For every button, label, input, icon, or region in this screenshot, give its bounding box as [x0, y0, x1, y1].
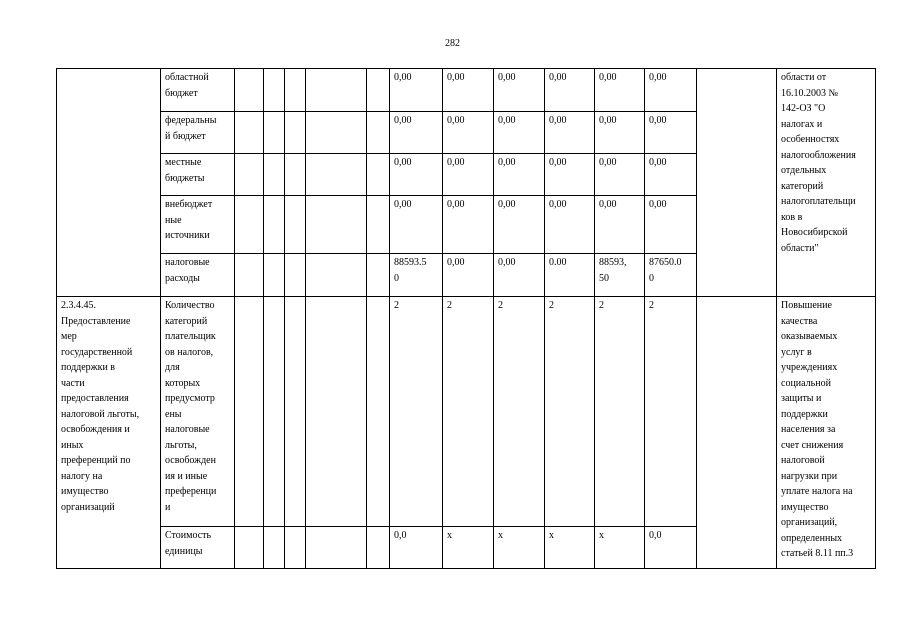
value-cell: 2	[595, 297, 645, 527]
value-cell: 2	[494, 297, 545, 527]
value-cell: х	[443, 527, 494, 569]
value-cell: 0,00	[494, 154, 545, 196]
value-cell: 0,00	[494, 69, 545, 112]
value-cell: 2	[645, 297, 697, 527]
value-cell: 0,00	[645, 112, 697, 154]
value-cell: 0,00	[545, 196, 595, 254]
value-cell: 0,0	[390, 527, 443, 569]
value-cell: 0,00	[390, 154, 443, 196]
indicator-cell: областной бюджет	[161, 69, 235, 112]
value-cell: х	[545, 527, 595, 569]
indicator-cell: Количество категорий плательщик ов налогов, для которых предусмотр ены налоговые льготы, освобожден ия и иные преференци и	[161, 297, 235, 527]
indicator-cell: внебюджет ные источники	[161, 196, 235, 254]
value-cell: 0,00	[545, 112, 595, 154]
value-cell: 0,00	[390, 112, 443, 154]
indicator-cell: местные бюджеты	[161, 154, 235, 196]
budget-table	[56, 68, 876, 569]
table-row	[57, 69, 876, 112]
value-cell: 0,00	[443, 154, 494, 196]
value-cell: х	[595, 527, 645, 569]
value-cell: 0,00	[645, 154, 697, 196]
value-cell: 0,00	[443, 196, 494, 254]
value-cell: 2	[443, 297, 494, 527]
table-row	[57, 297, 876, 527]
value-cell: 88593, 50	[595, 254, 645, 297]
indicator-cell: федеральны й бюджет	[161, 112, 235, 154]
value-cell: 0,0	[645, 527, 697, 569]
page-number: 282	[445, 38, 460, 49]
value-cell: 0,00	[494, 254, 545, 297]
value-cell: х	[494, 527, 545, 569]
result-cell: области от 16.10.2003 № 142-ОЗ "О налогах и особенностях налогообложения отдельных категорий налогоплательщи ков в Новосибирской области"	[777, 69, 876, 297]
value-cell: 0,00	[390, 196, 443, 254]
value-cell: 0,00	[595, 196, 645, 254]
value-cell: 0,00	[494, 112, 545, 154]
value-cell: 0,00	[443, 69, 494, 112]
value-cell: 2	[390, 297, 443, 527]
result-cell: Повышение качества оказываемых услуг в учреждениях социальной защиты и поддержки населения за счет снижения налоговой нагрузки при уплате налога на имущество организаций, определенных статьей 8.11 пп.3	[777, 297, 876, 569]
value-cell: 0,00	[595, 112, 645, 154]
empty-cell	[697, 297, 777, 569]
indicator-cell: Стоимость единицы	[161, 527, 235, 569]
value-cell: 0,00	[545, 154, 595, 196]
value-cell: 0,00	[595, 154, 645, 196]
empty-cell	[697, 69, 777, 297]
value-cell: 0,00	[545, 69, 595, 112]
value-cell: 0,00	[443, 112, 494, 154]
value-cell: 0,00	[645, 196, 697, 254]
measure-cell: 2.3.4.45. Предоставление мер государственной поддержки в части предоставления налоговой льготы, освобождения и иных преференций по налогу на имущество организаций	[57, 297, 161, 569]
value-cell: 87650.0 0	[645, 254, 697, 297]
value-cell: 0,00	[443, 254, 494, 297]
measure-cell	[57, 69, 161, 297]
value-cell: 0.00	[545, 254, 595, 297]
value-cell: 88593.5 0	[390, 254, 443, 297]
value-cell: 0,00	[645, 69, 697, 112]
value-cell: 2	[545, 297, 595, 527]
value-cell: 0,00	[390, 69, 443, 112]
value-cell: 0,00	[595, 69, 645, 112]
indicator-cell: налоговые расходы	[161, 254, 235, 297]
value-cell: 0,00	[494, 196, 545, 254]
